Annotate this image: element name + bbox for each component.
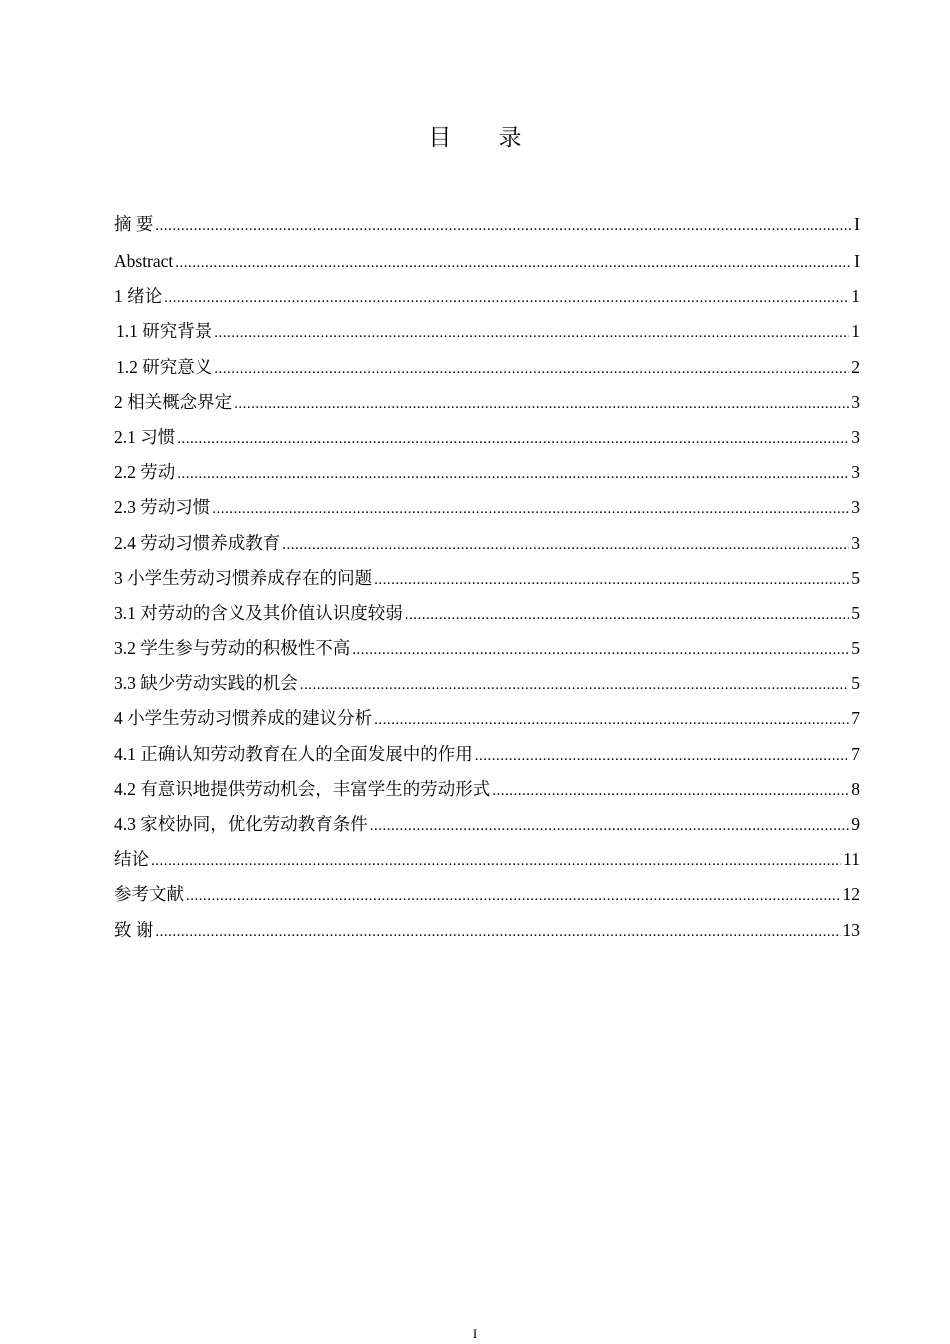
toc-entry-section-2-2[interactable]	[114, 455, 860, 490]
toc-entry-page: 13	[842, 919, 860, 940]
toc-entry-section-3-2[interactable]	[114, 631, 860, 666]
toc-entry-label: 2.4 劳动习惯养成教育	[114, 532, 281, 553]
toc-leader-dots	[405, 598, 850, 633]
toc-leader-dots	[374, 563, 849, 598]
toc-entry-label: 结论	[114, 849, 149, 870]
toc-entry-section-4-3[interactable]	[114, 807, 860, 842]
toc-entry-label: 3.1 对劳动的含义及其价值认识度较弱	[114, 602, 403, 623]
toc-leader-dots	[151, 844, 841, 879]
toc-entry-page: I	[854, 214, 860, 234]
toc-entry-abstract-cn[interactable]	[114, 207, 860, 244]
toc-entry-section-4-2[interactable]	[114, 772, 860, 807]
toc-entry-label: 4 小学生劳动习惯养成的建议分析	[114, 708, 373, 729]
toc-entry-chapter-4[interactable]	[114, 701, 860, 736]
toc-entry-page: 2	[851, 356, 860, 377]
toc-leader-dots	[155, 915, 840, 950]
toc-entry-page: 3	[851, 532, 860, 553]
toc-entry-page: 11	[843, 849, 860, 870]
toc-entry-page: 5	[851, 567, 860, 588]
toc-leader-dots	[212, 492, 849, 527]
toc-entry-page: 5	[851, 638, 860, 659]
toc-leader-dots	[164, 281, 849, 316]
toc-leader-dots	[175, 246, 852, 281]
toc-entry-label: 3 小学生劳动习惯养成存在的问题	[114, 567, 373, 588]
toc-entry-label: 1.2 研究意义	[116, 356, 213, 377]
toc-entry-chapter-1[interactable]	[114, 279, 860, 314]
toc-leader-dots	[300, 668, 850, 703]
toc-entry-page: 1	[851, 286, 860, 307]
toc-entry-page: 1	[851, 321, 860, 342]
toc-leader-dots	[374, 703, 849, 738]
toc-entry-page: 3	[851, 426, 860, 447]
toc-entry-page: 7	[851, 708, 860, 729]
toc-leader-dots	[214, 352, 849, 387]
toc-entry-label: 4.1 正确认知劳动教育在人的全面发展中的作用	[114, 743, 473, 764]
toc-leader-dots	[177, 457, 849, 492]
toc-entry-page: 5	[851, 673, 860, 694]
toc-leader-dots	[186, 879, 841, 914]
toc-entry-abstract-en[interactable]	[114, 244, 860, 279]
toc-entry-label: 摘 要	[114, 214, 154, 234]
toc-entry-section-3-1[interactable]	[114, 596, 860, 631]
toc-entry-label: 2.1 习惯	[114, 426, 176, 447]
toc-entry-label: 2 相关概念界定	[114, 391, 233, 412]
toc-entry-chapter-3[interactable]	[114, 561, 860, 596]
toc-entry-section-1-2[interactable]	[114, 350, 860, 385]
toc-entry-label: 致 谢	[114, 919, 154, 940]
toc-entry-page: 3	[851, 391, 860, 412]
toc-leader-dots	[177, 422, 849, 457]
table-of-contents	[114, 207, 860, 948]
toc-entry-section-2-4[interactable]	[114, 526, 860, 561]
toc-entry-page: 3	[851, 497, 860, 518]
toc-entry-label: 1 绪论	[114, 286, 163, 307]
toc-leader-dots	[370, 809, 850, 844]
toc-entry-label: 3.3 缺少劳动实践的机会	[114, 673, 298, 694]
toc-leader-dots	[282, 528, 849, 563]
toc-entry-page: 7	[851, 743, 860, 764]
toc-leader-dots	[475, 739, 850, 774]
toc-entry-acknowledgements[interactable]	[114, 913, 860, 948]
toc-entry-page: 3	[851, 462, 860, 483]
toc-leader-dots	[234, 387, 849, 422]
toc-entry-section-4-1[interactable]	[114, 737, 860, 772]
toc-entry-label: 2.2 劳动	[114, 462, 176, 483]
toc-entry-section-2-1[interactable]	[114, 420, 860, 455]
toc-entry-page: I	[854, 251, 860, 271]
toc-entry-label: 4.2 有意识地提供劳动机会，丰富学生的劳动形式	[114, 778, 491, 799]
toc-leader-dots	[492, 774, 849, 809]
toc-entry-label: 参考文献	[114, 884, 184, 905]
toc-entry-label: 3.2 学生参与劳动的积极性不高	[114, 638, 351, 659]
toc-entry-page: 5	[851, 602, 860, 623]
toc-leader-dots	[214, 316, 849, 351]
page-title: 目 录	[428, 125, 543, 150]
toc-entry-section-2-3[interactable]	[114, 490, 860, 525]
toc-leader-dots	[155, 209, 852, 244]
toc-entry-page: 8	[851, 778, 860, 799]
toc-entry-page: 9	[851, 814, 860, 834]
toc-entry-page: 12	[842, 884, 860, 905]
toc-entry-chapter-2[interactable]	[114, 385, 860, 420]
toc-entry-references[interactable]	[114, 877, 860, 912]
page-number: I	[472, 1326, 478, 1341]
toc-entry-label: 4.3 家校协同，优化劳动教育条件	[114, 814, 368, 834]
toc-entry-label: 2.3 劳动习惯	[114, 497, 211, 518]
toc-entry-label: 1.1 研究背景	[116, 321, 213, 342]
toc-entry-label: Abstract	[114, 251, 174, 271]
toc-leader-dots	[352, 633, 849, 668]
toc-entry-conclusion[interactable]	[114, 842, 860, 877]
toc-entry-section-3-3[interactable]	[114, 666, 860, 701]
toc-entry-section-1-1[interactable]	[114, 314, 860, 349]
